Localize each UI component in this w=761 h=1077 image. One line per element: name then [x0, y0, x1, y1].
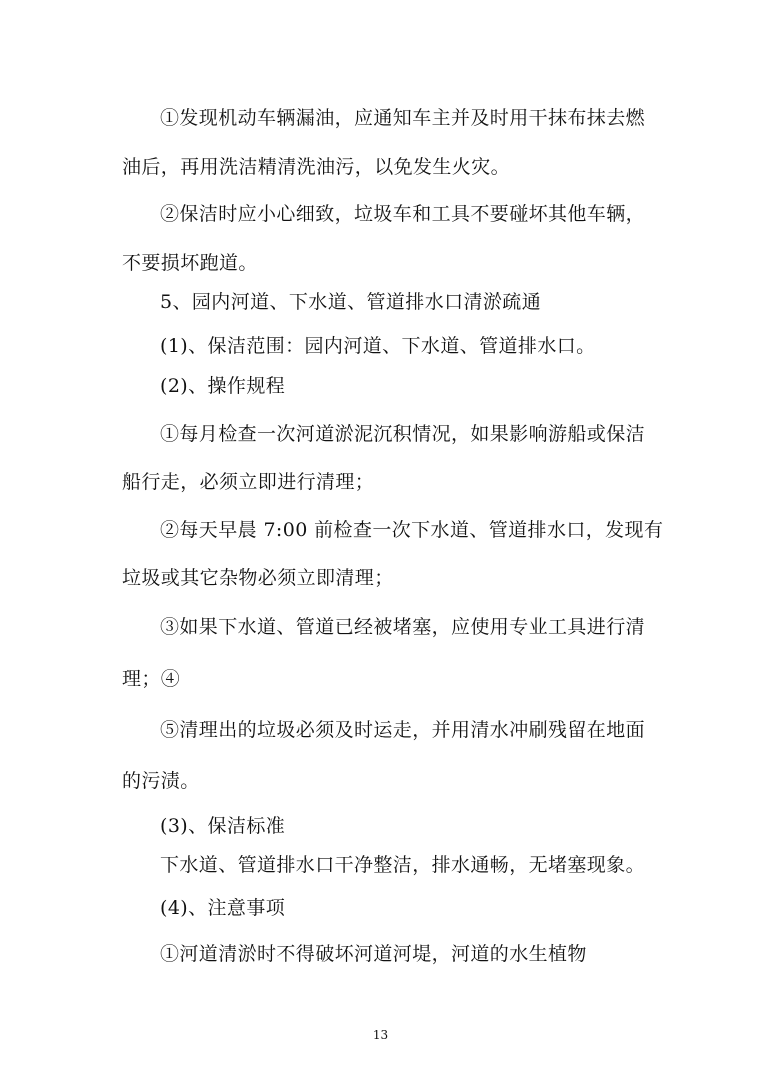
text-line: 下水道、管道排水口干净整洁，排水通畅，无堵塞现象。 — [160, 854, 646, 876]
text-line: ②保洁时应小心细致，垃圾车和工具不要碰坏其他车辆， — [160, 203, 646, 225]
subsection-heading: (3)、保洁标准 — [160, 815, 286, 837]
text-line: ③如果下水道、管道已经被堵塞，应使用专业工具进行清 — [160, 616, 646, 638]
section-heading: 5、园内河道、下水道、管道排水口清淤疏通 — [160, 291, 542, 313]
subsection-heading: (4)、注意事项 — [160, 897, 286, 919]
text-line: 不要损坏跑道。 — [122, 252, 258, 274]
page-number: 13 — [372, 1028, 389, 1042]
text-line: 垃圾或其它杂物必须立即清理； — [122, 567, 394, 589]
text-line: 的污渍。 — [122, 770, 200, 792]
text-line: ⑤清理出的垃圾必须及时运走，并用清水冲刷残留在地面 — [160, 719, 646, 741]
subsection-heading: (2)、操作规程 — [160, 375, 286, 397]
text-line: 理；④ — [122, 668, 181, 690]
text-line: ①河道清淤时不得破坏河道河堤，河道的水生植物 — [160, 943, 587, 965]
subsection-heading: (1)、保洁范围：园内河道、下水道、管道排水口。 — [160, 335, 596, 357]
text-line: 船行走，必须立即进行清理； — [122, 471, 375, 493]
text-line: ②每天早晨 7:00 前检查一次下水道、管道排水口，发现有 — [160, 519, 664, 541]
text-line: 油后，再用洗洁精清洗油污，以免发生火灾。 — [122, 156, 511, 178]
text-line: ①每月检查一次河道淤泥沉积情况，如果影响游船或保洁 — [160, 423, 646, 445]
text-line: ①发现机动车辆漏油，应通知车主并及时用干抹布抹去燃 — [160, 107, 646, 129]
